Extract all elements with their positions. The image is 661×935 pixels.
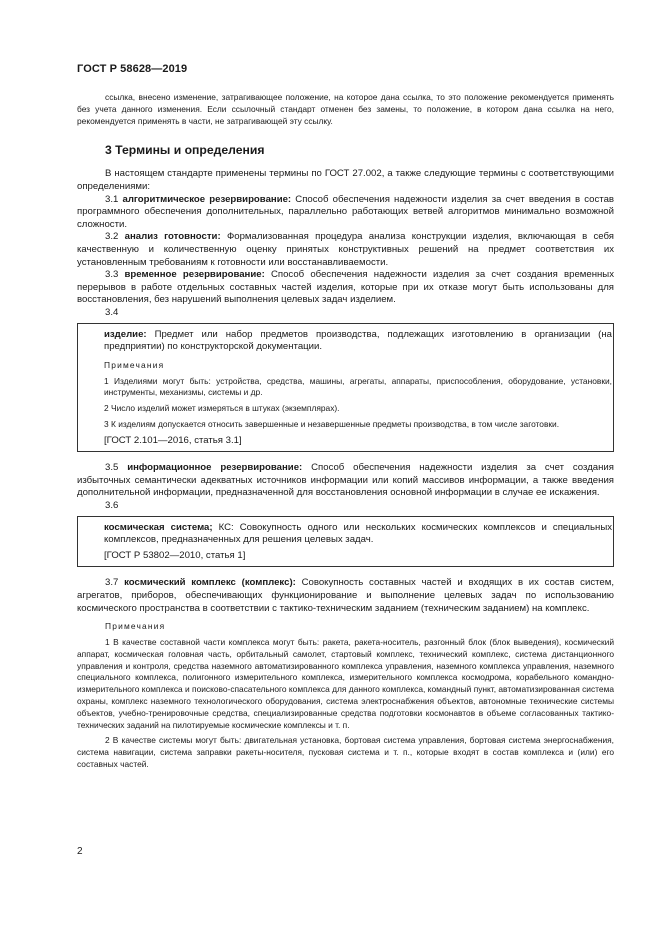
intro-paragraph: ссылка, внесено изменение, затрагивающее положение, на которое дана ссылка, то это положение рекомендуется применять без учета данного изменения. Если ссылочный стандарт отменен без замены, то положение, в котором дана ссылка на него, рекомендуется применять в части, не затрагивающей эту ссылку. xyxy=(77,92,614,126)
term-3-3 xyxy=(77,269,614,307)
term-number: 3.1 xyxy=(105,193,119,205)
note-1: 1 В качестве составной части комплекса могут быть: ракета, ракета-носитель, разгонный блок (блок выведения), космический аппарат, космическая головная часть, орбитальный самолет, стартовый комплекс, технический комплекс, система дистанционного управления и контроля, средства наземного автоматизированного комплекса управления, наземного комплекса управления, наземного специального комплекса, полигонного измерительного комплекса, измерительного комплекса космодрома, корабельного командно-измерительного комплекса и поисково-спасательного комплекса для данного комплекса, командный пункт, автоматизированная система охраны, комплекс наземного технологического оборудования, система электроснабжения объектов, автономные технические системы объектов, учебно-тренировочные средства, специализированные средства подготовки космонавтов в объеме согласованных тактико-технических заданий на пилотируемые космические комплексы и т. п. xyxy=(77,637,614,730)
term-source: [ГОСТ Р 53802—2010, статья 1] xyxy=(104,549,246,561)
term-number: 3.5 xyxy=(105,462,119,474)
term-3-4-box xyxy=(77,323,614,453)
note-1: 1 Изделиями могут быть: устройства, средства, машины, агрегаты, аппараты, приспособления, оборудование, установки, инструменты, механизмы, системы и др. xyxy=(104,375,612,398)
notes-title: Примечания xyxy=(104,359,165,370)
note-2: 2 В качестве системы могут быть: двигательная установка, бортовая система управления, бортовая система энергоснабжения, система навигации, система заправки ракеты-носителя, пусковая система и т. п., которые входят в состав комплекса и (или) его составных частей. xyxy=(77,735,614,769)
term-name: информационное резервирование: xyxy=(127,462,303,474)
notes-title: Примечания xyxy=(105,621,166,632)
term-name: космическая система; xyxy=(104,521,213,533)
page-content xyxy=(77,92,614,771)
term-name: временное резервирование: xyxy=(124,269,265,281)
term-definition: КС: Совокупность одного или нескольких космических комплексов и специальных комплексов, предназначенных для решения целевых задач. xyxy=(104,521,613,546)
term-3-4 xyxy=(78,329,613,354)
term-3-5 xyxy=(77,462,614,500)
document-header: ГОСТ Р 58628—2019 xyxy=(77,63,188,75)
term-definition: Совокупность составных частей и входящих в их состав систем, агрегатов, приборов, обеспечивающих функционирование и выполнение целевых задач по использованию космического пространства в соответствии с тактико-техническим заданием (техническим заданием) на комплекс. xyxy=(77,577,615,614)
term-3-7 xyxy=(77,577,614,615)
term-source: [ГОСТ 2.101—2016, статья 3.1] xyxy=(104,434,242,446)
term-3-6 xyxy=(78,522,613,547)
term-number: 3.7 xyxy=(105,577,119,589)
term-definition: Способ обеспечения надежности изделия за счет создания избыточных семантически адекватных источников информации или копий массивов информации, а также введения дополнительной информации, предназначенной для восстановления основной информации в случае ее искажения. xyxy=(77,462,614,499)
note-2: 2 Число изделий может измеряться в штуках (экземплярах). xyxy=(104,403,340,414)
section-lead: В настоящем стандарте применены термины по ГОСТ 27.002, а также следующие термины с соответствующими определениями: xyxy=(77,168,614,192)
term-definition: Способ обеспечения надежности изделия за счет введения в состав программного обеспечения дополнительных, параллельно работающих ветвей алгоритмов минимально возможной сложности. xyxy=(77,193,614,230)
note-3: 3 К изделиям допускается относить завершенные и незавершенные предметы производства, в том числе заготовки. xyxy=(104,418,560,429)
term-3-4-number: 3.4 xyxy=(105,306,119,318)
term-3-2 xyxy=(77,231,614,269)
term-number: 3.2 xyxy=(105,231,119,243)
term-name: анализ готовности: xyxy=(124,231,221,243)
term-name: алгоритмическое резервирование: xyxy=(122,193,292,205)
term-3-1 xyxy=(77,194,614,232)
term-name: изделие: xyxy=(104,328,147,340)
term-name: космический комплекс (комплекс): xyxy=(124,577,296,589)
term-number: 3.3 xyxy=(105,269,119,281)
term-definition: Предмет или набор предметов производства, подлежащих изготовлению в организации (на предприятии) по конструкторской документации. xyxy=(104,328,612,353)
page-number: 2 xyxy=(77,846,83,857)
section-heading: 3 Термины и определения xyxy=(105,143,265,158)
term-3-6-number: 3.6 xyxy=(105,500,119,512)
term-3-6-box xyxy=(77,516,614,568)
term-definition: Формализованная процедура анализа конструкции изделия, включающая в себя качественную и количественную оценку принятых конструктивных решений на предмет соответствия их установленным требованиям к готовности или восстанавливаемости. xyxy=(77,231,614,268)
term-definition: Способ обеспечения надежности изделия за счет создания временных перерывов в работе отдельных составных частей изделия, которые при их отказе могут быть использованы для восстановления, без нарушений выполнения целевых задач изделием. xyxy=(77,269,614,306)
